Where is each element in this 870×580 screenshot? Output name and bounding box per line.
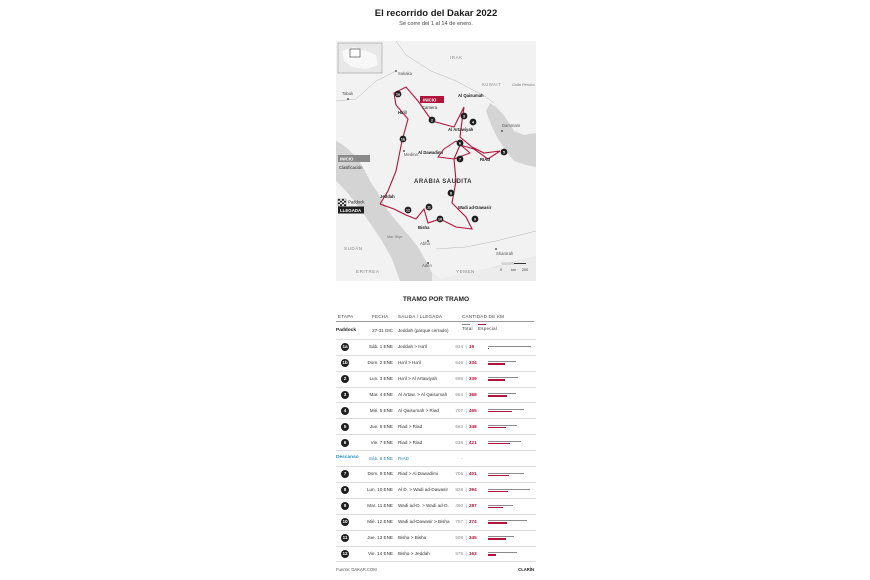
- svg-text:7: 7: [459, 157, 461, 162]
- especial-km-bar: [488, 538, 506, 539]
- stage-marker-12: [405, 207, 412, 214]
- stage-date: Jue. 13 ENE: [367, 535, 393, 541]
- stage-badge: 1b: [342, 360, 348, 366]
- table-row: [336, 530, 536, 547]
- city-medina: Medina: [404, 152, 418, 157]
- stage-km-bars: [488, 359, 534, 367]
- stage-total-km: 828: [455, 487, 463, 493]
- stage-date: Dom. 9 ENE: [367, 471, 393, 477]
- stage-km-separator: |: [465, 391, 467, 397]
- col-etapa: ETAPA: [338, 314, 354, 319]
- table-row: [336, 371, 536, 388]
- table-heading: TRAMO POR TRAMO: [402, 296, 470, 303]
- label-arabia-saudita: ARABIA SAUDITA: [414, 179, 472, 185]
- stage-total-km: 834: [455, 344, 463, 350]
- stage-route: RIAD: [398, 455, 409, 461]
- city-abha: Abha: [420, 241, 430, 246]
- stage-total-km: 554: [455, 391, 463, 397]
- city-al-qaisumah: Al Qaisumah: [458, 93, 484, 98]
- svg-text:200: 200: [522, 268, 528, 272]
- table-row: [336, 514, 536, 531]
- city-sakaka: Sakaka: [398, 71, 412, 76]
- llegada-tag-text: LLEGADA: [340, 207, 362, 213]
- stage-km-bars: [488, 502, 534, 510]
- especial-km-bar: [488, 491, 508, 492]
- city-riad: RIAD: [480, 157, 491, 162]
- stage-especial-km: 394: [469, 487, 477, 493]
- rest-etapa: Descanso: [336, 455, 359, 461]
- stage-date: Vie. 7 ENE: [370, 439, 393, 445]
- stage-badge: 6: [341, 439, 349, 447]
- stage-marker-2: [429, 117, 436, 124]
- paddock-etapa: Paddock: [336, 328, 356, 333]
- especial-km-bar: [488, 443, 510, 444]
- stage-route: Riad > Riad: [398, 423, 423, 429]
- total-km-bar: [488, 536, 514, 537]
- stage-marker-9: [472, 216, 479, 223]
- stage-total-km: 563: [455, 423, 463, 429]
- svg-text:4: 4: [472, 120, 474, 125]
- total-km-bar: [488, 473, 524, 474]
- stage-total-km: 706: [455, 471, 463, 477]
- table-row: [336, 498, 536, 515]
- stage-km-bars: [488, 518, 534, 526]
- stage-date: Lun. 10 ENE: [366, 487, 393, 493]
- stage-km-separator: |: [465, 519, 467, 525]
- stage-km-separator: |: [465, 503, 467, 509]
- stage-km-bars: [488, 391, 534, 399]
- stage-badge: 12: [342, 550, 348, 556]
- stage-especial-km: 348: [469, 423, 477, 429]
- stage-badge: 11: [342, 534, 348, 540]
- svg-text:3: 3: [463, 114, 465, 119]
- city-tabuk: Tabuk: [342, 91, 354, 96]
- svg-text:12: 12: [406, 208, 410, 213]
- stage-km-separator: |: [465, 487, 467, 493]
- stage-km-separator: |: [465, 344, 467, 350]
- table-row: [336, 546, 536, 563]
- paddock-date: 27-31 DIC: [372, 328, 393, 334]
- city-al-dawadimi: Al Dawadimi: [418, 150, 443, 155]
- especial-km-bar: [488, 427, 506, 428]
- stage-especial-km: 345: [469, 535, 477, 541]
- stage-marker-3: [461, 113, 468, 120]
- table-row: [336, 434, 536, 451]
- stage-especial-km: 465: [469, 407, 477, 413]
- stage-date: Dom. 2 ENE: [367, 360, 393, 366]
- svg-text:5: 5: [503, 150, 505, 155]
- stage-km-separator: |: [465, 550, 467, 556]
- label-kuwait: KUWAIT: [482, 82, 502, 87]
- total-km-bar: [488, 520, 527, 521]
- stage-total-km: 757: [455, 519, 463, 525]
- checkered-flag-icon: [338, 199, 346, 206]
- stage-total-km: 636: [455, 439, 463, 445]
- stage-route: Bisha > Jeddah: [398, 550, 430, 556]
- stage-km-bars: [488, 550, 534, 558]
- city-aden: Adén: [422, 263, 432, 268]
- stage-especial-km: 339: [469, 376, 477, 382]
- stage-date: Mié. 12 ENE: [367, 519, 393, 525]
- stage-date: Vie. 14 ENE: [368, 550, 393, 556]
- route-map: [336, 41, 536, 281]
- col-km: CANTIDAD DE KM: [462, 314, 505, 319]
- especial-km-bar: [488, 411, 512, 412]
- brand-logo: CLARÍN: [518, 567, 534, 572]
- stage-marker-5: [501, 149, 508, 156]
- sub-especial: Especial: [478, 326, 497, 331]
- stage-badge: 4: [341, 407, 349, 415]
- especial-km-bar: [488, 348, 489, 349]
- table-row-paddock: [336, 323, 536, 340]
- total-km-bar: [488, 377, 518, 378]
- stage-route: Al D. > Wadi ad-Dawasir: [398, 487, 448, 493]
- stage-km-bars: [488, 407, 534, 415]
- label-sudan: SUDÁN: [344, 246, 363, 251]
- city-hail: Ha'il: [398, 110, 407, 115]
- stage-route: Al Qaisumah > Riad: [398, 407, 439, 413]
- total-km-bar: [488, 346, 531, 347]
- stage-km-bars: [488, 375, 534, 383]
- col-salida: SALIDA / LLEGADA: [398, 314, 443, 319]
- city-dammam: Dammam: [502, 123, 521, 128]
- table-row-rest: [336, 450, 536, 467]
- stage-date: Lun. 3 ENE: [369, 376, 393, 382]
- stage-total-km: 508: [455, 535, 463, 541]
- stage-route: Bisha > Bisha: [398, 535, 427, 541]
- stage-especial-km: 163: [469, 550, 477, 556]
- stage-route: Ha'il > Ha'il: [398, 360, 421, 366]
- total-km-bar: [488, 409, 524, 410]
- col-fecha: FECHA: [372, 314, 389, 319]
- svg-text:1b: 1b: [400, 137, 406, 142]
- table-row: [336, 339, 536, 356]
- stage-especial-km: 19: [469, 344, 475, 350]
- stage-km-separator: |: [465, 471, 467, 477]
- stage-marker-6: [457, 140, 464, 147]
- stage-especial-km: 421: [469, 439, 477, 445]
- stage-badge: 2: [341, 375, 349, 383]
- total-km-bar: [488, 393, 516, 394]
- svg-text:2: 2: [431, 118, 433, 123]
- especial-km-bar: [488, 475, 509, 476]
- stage-date: Mié. 5 ENE: [369, 407, 393, 413]
- paddock-route: Jeddah (parque cerrado): [398, 328, 449, 334]
- stage-km-separator: |: [465, 439, 467, 445]
- stage-km-bars: [488, 343, 534, 351]
- stage-total-km: 576: [455, 550, 463, 556]
- stage-badge: 5: [341, 423, 349, 431]
- especial-km-bar: [488, 554, 496, 555]
- table-row: [336, 419, 536, 436]
- stage-total-km: 707: [455, 407, 463, 413]
- especial-km-bar: [488, 395, 507, 396]
- stage-especial-km: 368: [469, 391, 477, 397]
- stage-total-km: 490: [455, 503, 463, 509]
- stage-especial-km: 401: [469, 471, 477, 477]
- stage-badge: 8: [341, 486, 349, 494]
- infographic: [336, 0, 536, 580]
- table-row: [336, 355, 536, 372]
- paddock-label: Paddock: [348, 199, 365, 205]
- stage-km-bars: [488, 470, 534, 478]
- especial-km-bar: [488, 379, 505, 380]
- stage-route: Wadi ad-D. > Wadi ad-D.: [398, 503, 449, 509]
- stage-badge: 3: [341, 391, 349, 399]
- total-km-bar: [488, 552, 517, 553]
- stage-route: Al Artaw. > Al Qaisumah: [398, 391, 448, 397]
- svg-text:11: 11: [427, 205, 431, 210]
- stage-km-separator: |: [465, 407, 467, 413]
- infographic-subtitle: Se corre del 1 al 14 de enero.: [399, 21, 473, 27]
- locator-box: [350, 49, 360, 57]
- stage-badge: 1a: [342, 344, 348, 350]
- stage-marker-1a: [395, 91, 402, 98]
- stage-km-bars: [488, 486, 534, 494]
- stage-marker-4: [470, 119, 477, 126]
- table-row: [336, 387, 536, 404]
- especial-km-bar: [488, 507, 503, 508]
- city-sharorah: Sharorah: [496, 251, 514, 256]
- stage-date: Jue. 6 ENE: [369, 423, 393, 429]
- stage-km-separator: |: [465, 423, 467, 429]
- total-km-bar: [488, 425, 517, 426]
- city-al-artawiyah: Al Artawiyah: [448, 127, 474, 132]
- sub-total: Total: [462, 326, 473, 331]
- stage-badge: 10: [342, 519, 348, 525]
- stage-badge: 9: [341, 502, 349, 510]
- clasificacion-label: Clasificación: [339, 165, 363, 170]
- stage-badge: 7: [341, 470, 349, 478]
- label-eritrea: ERITREA: [356, 269, 380, 274]
- table-row: [336, 466, 536, 483]
- total-km-bar: [488, 505, 513, 506]
- city-bisha: Bisha: [418, 225, 430, 230]
- stage-route: Wadi ad-Dawasir > Bisha: [398, 519, 450, 525]
- city-jeddah: Jeddah: [380, 194, 395, 199]
- stage-route: Riad > Al Dawadimi: [398, 471, 438, 477]
- svg-text:0: 0: [500, 268, 502, 272]
- label-yemen: YEMEN: [456, 269, 475, 274]
- stage-route: Jeddah > Ha'il: [398, 344, 428, 350]
- stage-date: Sáb. 1 ENE: [368, 344, 393, 350]
- stage-marker-1b: [400, 136, 407, 143]
- stage-route: Riad > Riad: [398, 439, 423, 445]
- rest-dash: -: [461, 455, 463, 461]
- total-km-bar: [488, 361, 516, 362]
- stage-date: Mar. 4 ENE: [369, 391, 393, 397]
- inicio-tag-text: INICIO: [423, 97, 437, 103]
- svg-text:1a: 1a: [396, 92, 400, 97]
- infographic-title: El recorrido del Dakar 2022: [374, 8, 498, 19]
- stage-km-bars: [488, 534, 534, 542]
- svg-text:6: 6: [459, 141, 461, 146]
- stage-marker-10: [437, 216, 444, 223]
- stage-km-bars: [488, 423, 534, 431]
- stage-especial-km: 374: [469, 519, 477, 525]
- table-row: [336, 482, 536, 499]
- stage-route: Ha'il > Al Artawiyah: [398, 376, 438, 382]
- stage-especial-km: 334: [469, 360, 477, 366]
- camera-label: Camera: [422, 105, 437, 110]
- label-mar-rojo: Mar Rojo: [387, 235, 403, 239]
- especial-km-bar: [488, 363, 505, 364]
- stage-date: Mar. 11 ENE: [367, 503, 393, 509]
- stage-date: Sáb. 8 ENE: [368, 455, 393, 461]
- city-wadi-ad-dawasir: Wadi ad-Dawasir: [458, 205, 492, 210]
- label-irak: IRAK: [450, 55, 463, 60]
- header-rule: [336, 321, 534, 322]
- total-km-bar: [488, 441, 521, 442]
- stage-km-separator: |: [465, 376, 467, 382]
- stage-total-km: 585: [455, 376, 463, 382]
- stage-total-km: 546: [455, 360, 463, 366]
- especial-km-bar: [488, 522, 507, 523]
- svg-text:10: 10: [438, 217, 442, 222]
- stage-marker-8: [448, 190, 455, 197]
- svg-text:8: 8: [450, 191, 452, 196]
- source-note: Fuente: DAKAR.COM: [336, 567, 377, 572]
- svg-text:km: km: [511, 268, 516, 272]
- stage-km-separator: |: [465, 535, 467, 541]
- svg-text:9: 9: [474, 217, 476, 222]
- stage-km-separator: |: [465, 360, 467, 366]
- inicio2-tag-text: INICIO: [340, 156, 354, 162]
- total-km-bar: [488, 489, 530, 490]
- table-row: [336, 403, 536, 420]
- stage-marker-11: [426, 204, 433, 211]
- stage-km-bars: [488, 438, 534, 446]
- stage-marker-7: [457, 156, 464, 163]
- stage-especial-km: 287: [469, 503, 477, 509]
- label-golfo: Golfo Pérsico: [512, 83, 535, 87]
